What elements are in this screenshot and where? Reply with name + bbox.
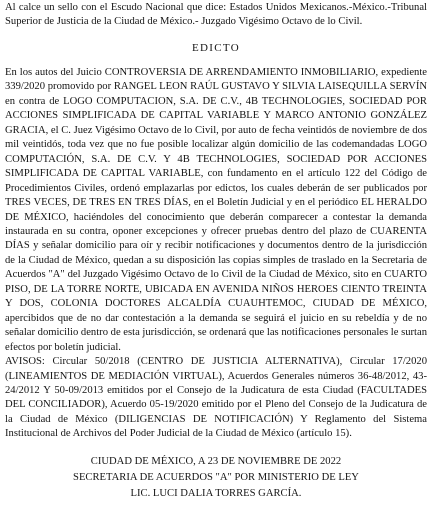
avisos-paragraph: AVISOS: Circular 50/2018 (CENTRO DE JUSTICIA ALTERNATIVA), Circular 17/2020 (LINEAMIENTOS DE MEDIACIÓN VIRTUAL), Acuerdos Generales números 36-48/2012, 43-24/2012 Y 50-09/2013 emitidos por el Consejo de la Judicatura de esta Ciudad (FACULTADES DEL CONCILIADOR), Acuerdo 05-19/2020 emitido por el Pleno del Consejo de la Judicatura de la Ciudad de México (DILIGENCIAS DE NOTIFICACIÓN) Y Reglamento del Sistema Institucional de Archivos del Poder Judicial de la Ciudad de México (artículo 15).	[5, 356, 427, 440]
signature-block	[5, 454, 427, 502]
place-date-line: CIUDAD DE MÉXICO, A 23 DE NOVIEMBRE DE 2022	[90, 455, 342, 467]
edict-body-paragraph: En los autos del Juicio CONTROVERSIA DE ARRENDAMIENTO INMOBILIARIO, expediente 339/2020 promovido por RANGEL LEON RAÚL GUSTAVO Y SILVIA LAISEQUILLA SERVÍN en contra de LOGO COMPUTACION, S.A. DE C.V., 4B TECHNOLOGIES, SOCIEDAD POR ACCIONES SIMPLIFICADA DE CAPITAL VARIABLE Y MARCO ANTONIO GONZÁLEZ GRACIA, el C. Juez Vigésimo Octavo de lo Civil, por auto de fecha veintidós de noviembre de dos mil veintidós, toda vez que no fue posible localizar algún domicilio de las codemandadas LOGO COMPUTACIÓN, S.A. DE C.V. Y 4B TECHNOLOGIES, SOCIEDAD POR ACCIONES SIMPLIFICADA DE CAPITAL VARIABLE, con fundamento en el artículo 122 del Código de Procedimientos Civiles, ordenó emplazarlas por edictos, los cuales deberán de ser publicados por TRES VECES, DE TRES EN TRES DÍAS, en el Boletín Judicial y en el periódico EL HERALDO DE MÉXICO, haciéndoles del conocimiento que deberán comparecer a contestar la demanda instaurada en su contra, oponer excepciones y ofrecer pruebas dentro del plazo de CUARENTA DÍAS y señalar domicilio para oír y recibir notificaciones y documentos dentro de la jurisdicción de la Ciudad de México, quedan a su disposición las copias simples de traslado en la Secretaria de Acuerdos "A" del Juzgado Vigésimo Octavo de lo Civil de la Ciudad de México, sito en CUARTO PISO, DE LA TORRE NORTE, UBICADA EN AVENIDA NIÑOS HEROES CIENTO TREINTA Y DOS, COLONIA DOCTORES ALCALDÍA CUAUHTEMOC, CIUDAD DE MÉXICO, apercibidos que de no dar contestación a la demanda se seguirá el juicio en su rebeldía y de no señalar domicilio dentro de esta jurisdicción, se ordenará que las notificaciones personales le surtan efectos por boletín judicial.	[5, 67, 427, 353]
signatory-name-line: LIC. LUCI DALIA TORRES GARCÍA.	[130, 487, 302, 499]
seal-header-text: Al calce un sello con el Escudo Nacional que dice: Estados Unidos Mexicanos.-México.-Tribunal Superior de Justicia de la Ciudad de México.- Juzgado Vigésimo Octavo de lo Civil.	[5, 2, 427, 27]
secretary-title-line: SECRETARIA DE ACUERDOS "A" POR MINISTERIO DE LEY	[73, 471, 359, 483]
document-title: EDICTO	[192, 42, 240, 54]
